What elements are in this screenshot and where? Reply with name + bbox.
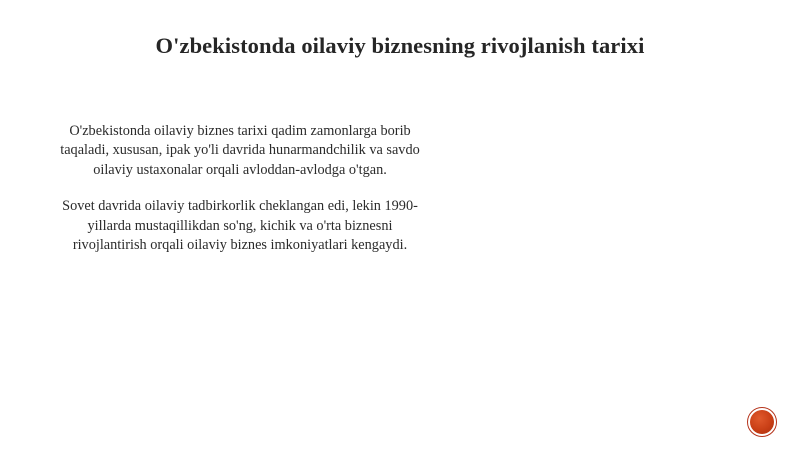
- paragraph-history: O'zbekistonda oilaviy biznes tarixi qadim zamonlarga borib taqaladi, xususan, ipak yo'li davrida hunarmandchilik va savdo oilaviy ustaxonalar orqali avloddan-avlodga o'tgan.: [60, 123, 420, 178]
- paragraph-soviet-independence: Sovet davrida oilaviy tadbirkorlik cheklangan edi, lekin 1990-yillarda mustaqillikdan so'ng, kichik va o'rta biznesni rivojlantirish orqali oilaviy biznes imkoniyatlari kengaydi.: [62, 198, 418, 254]
- next-slide-button[interactable]: [747, 407, 777, 437]
- slide-title: O'zbekistonda oilaviy biznesning rivojlanish tarixi: [155, 33, 645, 58]
- slide-body: [50, 122, 430, 255]
- circle-next-icon: [750, 410, 774, 434]
